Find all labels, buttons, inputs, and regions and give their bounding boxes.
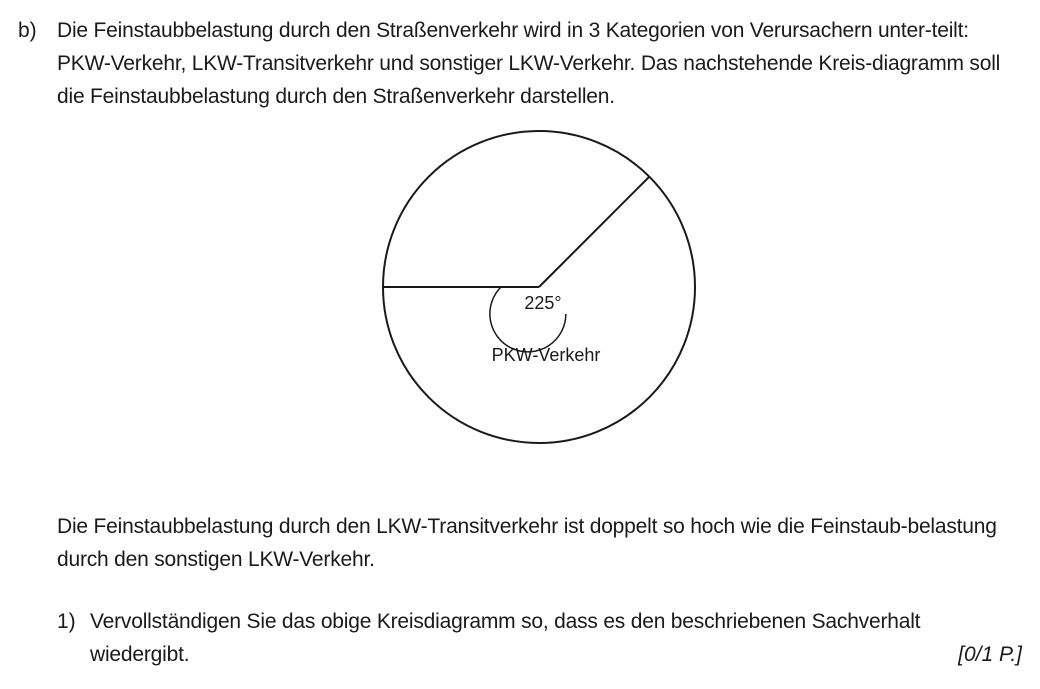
sector-label: PKW-Verkehr <box>491 345 601 365</box>
intro-paragraph: Die Feinstaubbelastung durch den Straßenverkehr wird in 3 Kategorien von Verursachern unter-teilt: PKW-Verkehr, LKW-Transitverkehr und sonstiger LKW-Verkehr. Das nachstehende Kreis-diagramm soll die Feinstaubbelastung durch den Straßenverkehr darstellen. <box>57 19 1001 108</box>
part-label: b) <box>18 19 37 42</box>
info-paragraph: Die Feinstaubbelastung durch den LKW-Transitverkehr ist doppelt so hoch wie die Feinstaub-belastung durch den sonstigen LKW-Verkehr. <box>57 515 997 571</box>
task-number: 1) <box>57 610 76 633</box>
angle-label: 225° <box>524 293 562 313</box>
task-text: Vervollständigen Sie das obige Kreisdiagramm so, dass es den beschriebenen Sachverhalt wiedergibt. <box>90 610 921 666</box>
points-label: [0/1 P.] <box>958 643 1022 666</box>
radius-upper-right <box>539 177 649 287</box>
